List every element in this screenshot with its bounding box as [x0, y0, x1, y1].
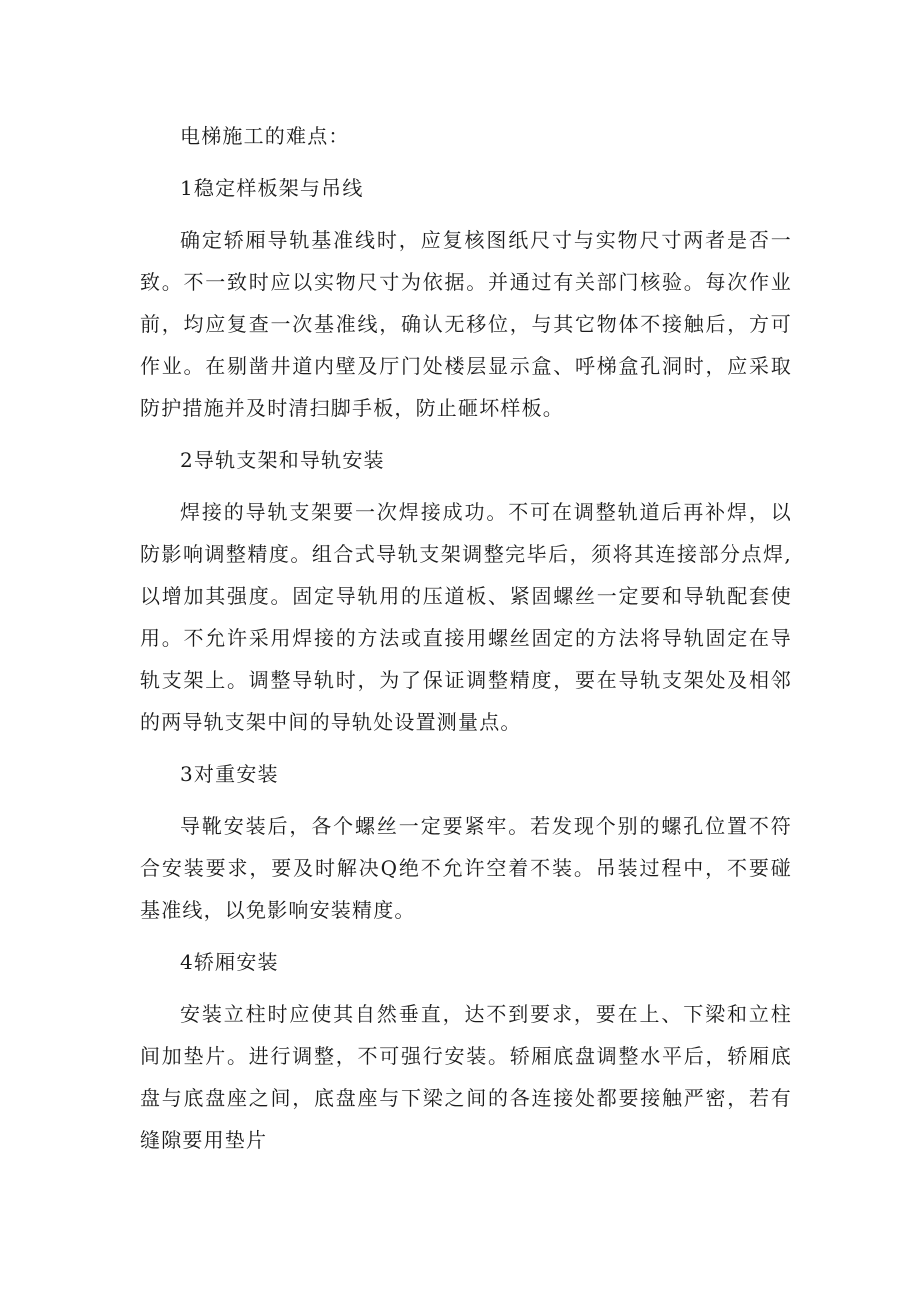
section-3-body: 导靴安装后，各个螺丝一定要紧牢。若发现个别的螺孔位置不符合安装要求，要及时解决Q绝不允许空着不装。吊装过程中，不要碰基准线，以免影响安装精度。 [140, 814, 792, 922]
section-1-heading: 1稳定样板架与吊线 [180, 176, 364, 200]
section-4-heading: 4轿厢安装 [180, 950, 279, 974]
section-4-body: 安装立柱时应使其自然垂直，达不到要求，要在上、下梁和立柱间加垫片。进行调整，不可强行安装。轿厢底盘调整水平后，轿厢底盘与底盘座之间，底盘座与下梁之间的各连接处都要接触严密，若有缝隙要用垫片 [140, 1002, 792, 1152]
section-2-body: 焊接的导轨支架要一次焊接成功。不可在调整轨道后再补焊，以防影响调整精度。组合式导轨支架调整完毕后，须将其连接部分点焊,以增加其强度。固定导轨用的压道板、紧固螺丝一定要和导轨配套使用。不允许采用焊接的方法或直接用螺丝固定的方法将导轨固定在导轨支架上。调整导轨时，为了保证调整精度，要在导轨支架处及相邻的两导轨支架中间的导轨处设置测量点。 [140, 500, 792, 734]
section-2-heading: 2导轨支架和导轨安装 [180, 448, 385, 472]
section-1-body: 确定轿厢导轨基准线时，应复核图纸尺寸与实物尺寸两者是否一致。不一致时应以实物尺寸为依据。并通过有关部门核验。每次作业前，均应复查一次基准线，确认无移位，与其它物体不接触后，方可作业。在剔凿井道内壁及厅门处楼层显示盒、呼梯盒孔洞时，应采取防护措施并及时清扫脚手板，防止砸坏样板。 [140, 228, 792, 420]
document-intro: 电梯施工的难点： [180, 124, 350, 148]
section-3-heading: 3对重安装 [180, 762, 279, 786]
